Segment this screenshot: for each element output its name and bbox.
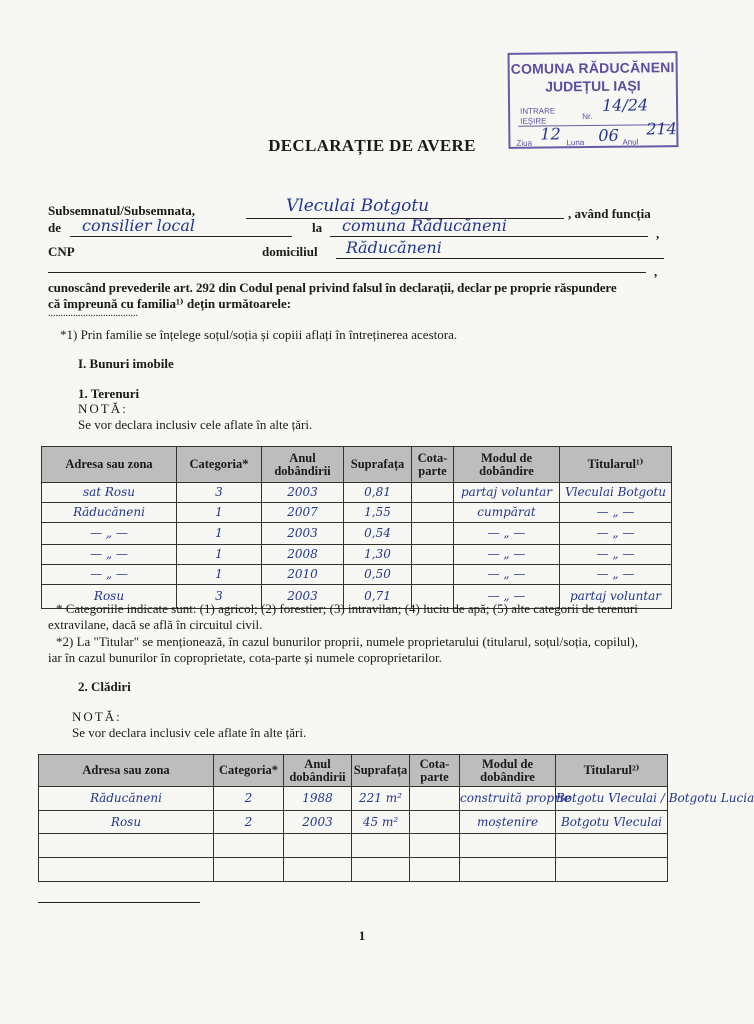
col-categoria: Categoria*	[177, 447, 262, 483]
titular-note-cont: iar în cazul bunurilor în coproprietate, cota-parte și numele coproprietarilor.	[48, 650, 442, 665]
registration-stamp	[508, 51, 679, 149]
cell-anul-value: 2003	[302, 814, 333, 829]
cell-titular	[560, 503, 672, 523]
cell-adresa-value: Rosu	[93, 589, 125, 603]
cell-titular	[556, 834, 668, 858]
col-modul: Modul de dobândire	[454, 447, 560, 483]
cell-titular	[556, 811, 668, 834]
la-comma: ,	[656, 226, 660, 241]
cell-modul-value: — „ —	[487, 526, 526, 540]
cell-suprafata-value: 1,55	[364, 505, 391, 519]
cell-modul	[454, 483, 560, 503]
cell-cota	[412, 483, 454, 503]
intro-dots: ....................................	[48, 308, 138, 319]
cell-suprafata	[352, 811, 410, 834]
domiciliul-comma: ,	[654, 264, 658, 279]
cell-titular	[556, 787, 754, 811]
cell-modul-value: — „ —	[487, 567, 526, 581]
cell-categoria	[214, 811, 284, 834]
cell-anul	[262, 565, 344, 585]
stamp-ziua-label: Ziua	[516, 138, 533, 148]
cell-suprafata-value: 0,81	[364, 485, 391, 499]
stamp-nr-label: Nr.	[582, 112, 593, 122]
subsemnatul-label: Subsemnatul/Subsemnata,	[48, 203, 196, 218]
cell-titular-value: — „ —	[596, 547, 635, 561]
cell-cota	[412, 545, 454, 565]
intro-footnote: *1) Prin familie se înțelege soțul/soția și copiii aflați în întreținerea acestora.	[60, 327, 458, 342]
cell-categoria-value: 2	[244, 791, 253, 805]
cell-cota	[410, 787, 460, 811]
cell-suprafata-value: 1,30	[364, 547, 391, 561]
cell-suprafata-value: 45 m²	[362, 814, 399, 829]
domiciliul-label: domiciliul	[262, 244, 318, 259]
cell-suprafata	[352, 858, 410, 882]
cell-titular-value: partaj voluntar	[569, 589, 662, 603]
cell-anul	[262, 545, 344, 565]
col-adresa: Adresa sau zona	[39, 755, 214, 787]
cell-adresa	[42, 565, 177, 585]
cell-modul	[460, 858, 556, 882]
cell-modul	[454, 503, 560, 523]
categorii-note: * Categoriile indicate sunt: (1) agricol; (2) forestier; (3) intravilan; (4) luciu de apă; (5) alte categorii de terenuri	[56, 601, 638, 616]
col-suprafata: Suprafața	[344, 447, 412, 483]
cell-adresa	[39, 811, 214, 834]
cell-modul	[454, 545, 560, 565]
col-titular: Titularul²⁾	[556, 755, 668, 787]
stamp-luna-value: 06	[598, 125, 619, 145]
cell-anul-value: 2008	[287, 547, 318, 561]
titular-note: *2) La "Titular" se menționează, în cazul bunurilor proprii, numele proprietarului (titularul, soțul/soția, copilul),	[56, 634, 638, 649]
table-row	[42, 523, 672, 545]
col-adresa: Adresa sau zona	[42, 447, 177, 483]
cladiri-table	[38, 754, 754, 882]
table-row	[42, 503, 672, 523]
cell-modul-value: cumpărat	[477, 505, 536, 519]
cell-anul	[284, 858, 352, 882]
cell-cota	[410, 834, 460, 858]
cell-anul-value: 2003	[287, 485, 318, 499]
col-categoria: Categoria*	[214, 755, 284, 787]
cladiri-header-row	[39, 755, 668, 787]
cell-categoria-value: 1	[215, 526, 223, 540]
intro-line-2: că împreună cu familia¹⁾ dețin următoarele:	[48, 296, 292, 311]
cell-categoria	[214, 834, 284, 858]
cell-adresa	[39, 787, 214, 811]
cell-categoria	[214, 787, 284, 811]
stamp-nr-value: 14/24	[601, 95, 649, 115]
col-modul: Modul de dobândire	[460, 755, 556, 787]
cell-cota	[410, 858, 460, 882]
cell-titular	[556, 858, 668, 882]
page-title: DECLARAȚIE DE AVERE	[268, 136, 476, 155]
col-titular: Titularul¹⁾	[560, 447, 672, 483]
cell-categoria-value: 1	[215, 505, 223, 519]
cell-suprafata	[344, 545, 412, 565]
table-row	[42, 565, 672, 585]
cell-adresa	[39, 834, 214, 858]
cell-adresa	[42, 483, 177, 503]
cell-adresa-value: Răducăneni	[90, 791, 162, 805]
cell-modul-value: partaj voluntar	[460, 485, 553, 499]
cell-titular-value: Botgotu Vleculai / Botgotu Lucia	[556, 791, 754, 805]
cell-suprafata-value: 0,54	[364, 526, 391, 540]
cell-adresa-value: — „ —	[90, 547, 128, 561]
stamp-county: JUDEȚUL IAȘI	[545, 77, 641, 95]
cell-suprafata	[344, 565, 412, 585]
cell-titular	[560, 545, 672, 565]
cell-cota	[412, 503, 454, 523]
cell-suprafata-value: 221 m²	[359, 791, 402, 805]
cladiri-nota-text: Se vor declara inclusiv cele aflate în alte țări.	[72, 725, 307, 740]
cell-titular-value: — „ —	[596, 526, 635, 540]
cell-anul	[284, 811, 352, 834]
cell-cota	[412, 523, 454, 545]
de-label: de	[48, 220, 61, 235]
cnp-label: CNP	[48, 244, 75, 259]
cell-suprafata	[352, 787, 410, 811]
cell-categoria	[177, 483, 262, 503]
terenuri-nota-text: Se vor declara inclusiv cele aflate în alte țări.	[78, 417, 313, 432]
cell-adresa-value: Răducăneni	[73, 505, 145, 519]
cell-categoria-value: 1	[215, 567, 223, 581]
la-label: la	[312, 220, 323, 235]
table-row	[39, 811, 668, 834]
section-cladiri: 2. Clădiri	[78, 679, 131, 694]
stamp-anul-label: Anul	[622, 137, 639, 147]
col-anul: Anul dobândirii	[284, 755, 352, 787]
cell-adresa-value: sat Rosu	[82, 485, 136, 499]
cell-suprafata	[352, 834, 410, 858]
terenuri-header-row	[42, 447, 672, 483]
cell-titular-value: Vleculai Botgotu	[564, 485, 667, 499]
stamp-luna-label: Luna	[566, 138, 585, 148]
cell-adresa	[39, 858, 214, 882]
cell-modul	[460, 834, 556, 858]
cell-adresa-value: — „ —	[90, 526, 128, 540]
cell-categoria	[177, 565, 262, 585]
cell-titular-value: — „ —	[596, 567, 635, 581]
col-anul: Anul dobândirii	[262, 447, 344, 483]
cell-modul-value: construită proprie	[460, 791, 571, 805]
stamp-commune: COMUNA RĂDUCĂNENI	[510, 59, 675, 77]
section-bunuri-imobile: I. Bunuri imobile	[78, 356, 174, 371]
cell-modul-value: — „ —	[487, 547, 526, 561]
cell-titular-value: Botgotu Vleculai	[560, 814, 663, 829]
la-value: comuna Răducăneni	[342, 216, 507, 235]
section-terenuri: 1. Terenuri	[78, 386, 140, 401]
table-row	[39, 787, 668, 811]
cell-cota	[412, 565, 454, 585]
cell-categoria-value: 3	[215, 589, 223, 603]
cell-suprafata-value: 0,71	[364, 589, 391, 603]
cell-categoria	[214, 858, 284, 882]
stamp-iesire-label: IEȘIRE	[520, 116, 547, 126]
cell-suprafata	[344, 483, 412, 503]
cell-titular-value: — „ —	[596, 505, 635, 519]
cell-anul-value: 2003	[287, 526, 318, 540]
terenuri-table	[41, 446, 672, 609]
categorii-note-cont: extravilane, dacă se află în circuitul civil.	[48, 617, 263, 632]
cell-categoria	[177, 545, 262, 565]
stamp-intrare-label: INTRARE	[520, 106, 556, 116]
cell-anul	[284, 834, 352, 858]
cell-anul-value: 1988	[302, 791, 333, 805]
cell-categoria-value: 1	[215, 547, 223, 561]
cladiri-nota: NOTĂ:	[72, 709, 122, 724]
cell-anul	[262, 523, 344, 545]
cell-anul-value: 2003	[287, 589, 318, 603]
stamp-ziua-value: 12	[540, 124, 561, 144]
domiciliul-value: Răducăneni	[346, 238, 442, 257]
functia-value: consilier local	[82, 216, 196, 235]
cell-anul-value: 2007	[287, 505, 318, 519]
cell-modul-value: moștenire	[476, 814, 539, 829]
cell-modul	[460, 811, 556, 834]
cell-categoria-value: 3	[215, 485, 223, 499]
cell-anul	[284, 787, 352, 811]
col-cota: Cota-parte	[410, 755, 460, 787]
cell-suprafata-value: 0,50	[364, 567, 391, 581]
cell-adresa-value: Rosu	[110, 814, 142, 829]
page-number: 1	[358, 928, 366, 943]
cell-anul-value: 2010	[287, 567, 318, 581]
cell-adresa-value: — „ —	[90, 567, 128, 581]
stamp-anul-value: 214	[646, 119, 677, 139]
cell-suprafata	[344, 503, 412, 523]
cell-modul-value: — „ —	[487, 589, 526, 603]
avand-functia-label: , având funcția	[568, 206, 651, 221]
cell-anul	[262, 503, 344, 523]
cell-cota	[410, 811, 460, 834]
intro-line-1: cunoscând prevederile art. 292 din Codul penal privind falsul în declarații, declar pe proprie răspundere	[48, 280, 617, 295]
cell-titular	[560, 483, 672, 503]
table-row	[39, 834, 668, 858]
terenuri-nota: NOTĂ:	[78, 401, 128, 416]
cell-adresa	[42, 545, 177, 565]
cell-categoria	[177, 523, 262, 545]
cell-suprafata	[344, 523, 412, 545]
cell-anul	[262, 483, 344, 503]
table-row	[42, 545, 672, 565]
cell-modul	[460, 787, 571, 811]
cell-adresa	[42, 503, 177, 523]
cell-titular	[560, 565, 672, 585]
table-row	[42, 483, 672, 503]
subsemnatul-value: Vleculai Botgotu	[286, 196, 430, 216]
cell-modul	[454, 523, 560, 545]
cell-categoria-value: 2	[244, 814, 253, 829]
cell-modul	[454, 565, 560, 585]
table-row	[39, 858, 668, 882]
cell-adresa	[42, 523, 177, 545]
col-suprafata: Suprafața	[352, 755, 410, 787]
cell-titular	[560, 523, 672, 545]
col-cota: Cota-parte	[412, 447, 454, 483]
cell-categoria	[177, 503, 262, 523]
